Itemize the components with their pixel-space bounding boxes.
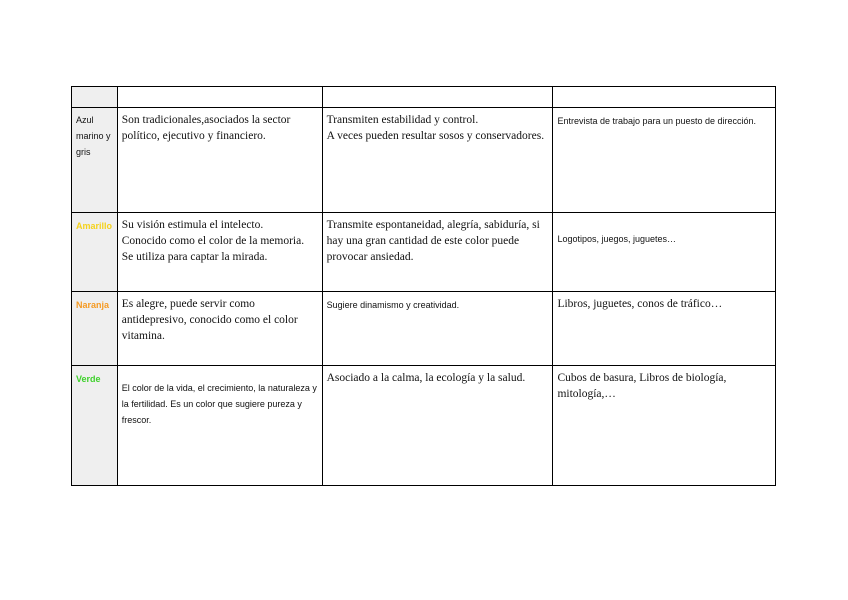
color-label — [72, 108, 118, 213]
uses-cell: Entrevista de trabajo para un puesto de dirección. — [553, 108, 776, 213]
color-label — [72, 366, 118, 486]
psychology-cell: Asociado a la calma, la ecología y la salud. — [322, 366, 553, 486]
table-row — [72, 108, 776, 213]
characteristics-line: Su visión estimula el intelecto. — [121, 219, 264, 231]
characteristics-cell: Son tradicionales,asociados la sector político, ejecutivo y financiero. — [117, 108, 322, 213]
header-cell — [322, 87, 553, 108]
header-cell — [553, 87, 776, 108]
color-label-text: Amarillo — [76, 221, 113, 231]
uses-cell: Libros, juguetes, conos de tráfico… — [553, 292, 776, 366]
characteristics-cell — [117, 213, 322, 292]
color-label — [72, 292, 118, 366]
table-row — [72, 366, 776, 486]
psychology-cell: Sugiere dinamismo y creatividad. — [322, 292, 553, 366]
color-label — [72, 213, 118, 292]
characteristics-cell: El color de la vida, el crecimiento, la naturaleza y la fertilidad. Es un color que sugiere pureza y frescor. — [117, 366, 322, 486]
color-label-text: Azul marino y gris — [76, 115, 111, 157]
color-label-text: Verde — [76, 374, 101, 384]
header-cell — [117, 87, 322, 108]
characteristics-line: Conocido como el color de la memoria. — [121, 235, 305, 247]
psychology-cell: Transmite espontaneidad, alegría, sabiduría, si hay una gran cantidad de este color puede provocar ansiedad. — [322, 213, 553, 292]
color-table — [71, 86, 776, 486]
characteristics-cell: Es alegre, puede servir como antidepresivo, conocido como el color vitamina. — [117, 292, 322, 366]
uses-cell: Logotipos, juegos, juguetes… — [553, 213, 776, 292]
psychology-line: A veces pueden resultar sosos y conservadores. — [326, 130, 545, 142]
characteristics-line: Se utiliza para captar la mirada. — [121, 251, 268, 263]
psychology-cell — [322, 108, 553, 213]
psychology-line: Transmiten estabilidad y control. — [326, 114, 479, 126]
header-cell — [72, 87, 118, 108]
table-row — [72, 292, 776, 366]
uses-cell: Cubos de basura, Libros de biología, mitología,… — [553, 366, 776, 486]
table-row — [72, 213, 776, 292]
header-row — [72, 87, 776, 108]
color-label-text: Naranja — [76, 300, 110, 310]
